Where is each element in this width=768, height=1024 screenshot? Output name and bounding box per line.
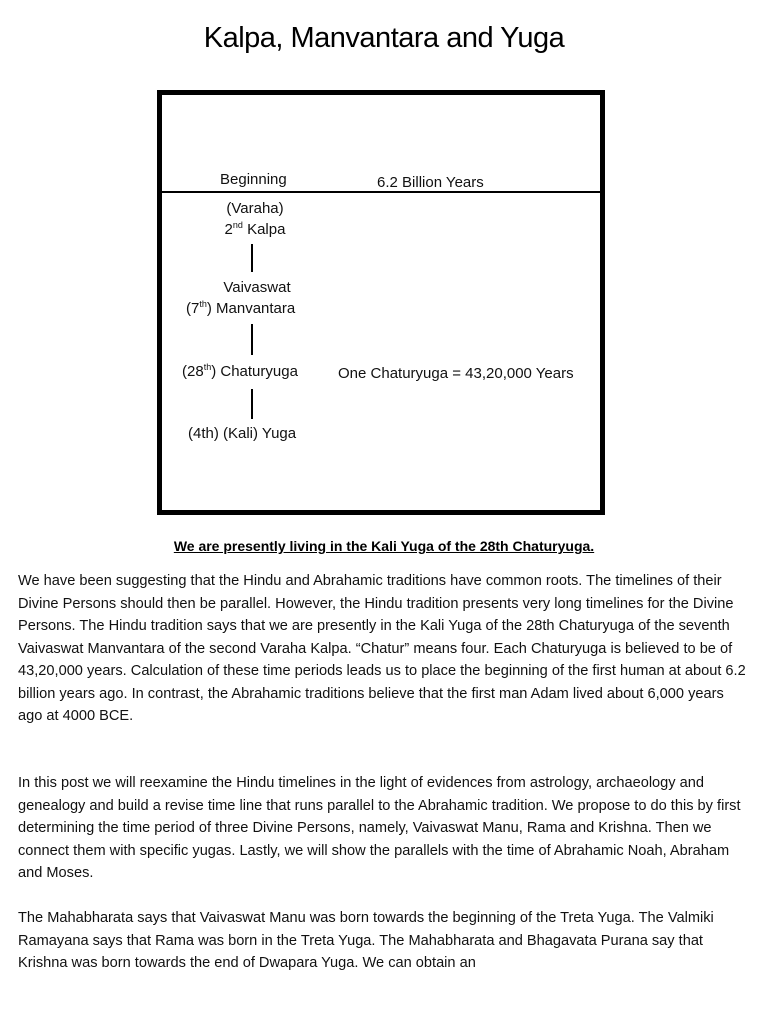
beginning-label: Beginning (220, 171, 287, 188)
billion-years-label: 6.2 Billion Years (377, 174, 484, 191)
paragraph-3: The Mahabharata says that Vaivaswat Manu was born towards the beginning of the Treta Yuga. The Valmiki Ramayana says that Rama was born in the Treta Yuga. The Mahabharata and Bhagavata Purana say that Krishna was born towards the end of Dwapara Yuga. We can obtain an (18, 910, 714, 971)
header-divider (162, 191, 600, 193)
diagram-caption: We are presently living in the Kali Yuga of the 28th Chaturyuga. (173, 538, 595, 554)
chaturyuga-label: (28th) Chaturyuga (182, 362, 298, 380)
kalpa-label: 2nd Kalpa (224, 220, 286, 238)
one-chaturyuga-label: One Chaturyuga = 43,20,000 Years (338, 365, 574, 382)
timeline-diagram (157, 90, 605, 515)
connector-line-3 (251, 389, 253, 419)
manvantara-label: (7th) Manvantara (186, 299, 296, 317)
paragraph-2: In this post we will reexamine the Hindu timelines in the light of evidences from astrology, archaeology and genealogy and build a revise time line that runs parallel to the Abrahamic tradition. We propose to do this by first determining the time period of three Divine Persons, namely, Vaivaswat Manu, Rama and Krishna. Then we connect them with specific yugas. Lastly, we will show the parallels with the time of Abrahamic Noah, Abraham and Moses. (18, 775, 741, 881)
page-title: Kalpa, Manvantara and Yuga (203, 22, 565, 54)
kali-yuga-label: (4th) (Kali) Yuga (188, 425, 297, 442)
connector-line-1 (251, 244, 253, 272)
vaivaswat-label: Vaivaswat (223, 279, 291, 296)
varaha-label: (Varaha) (226, 200, 284, 217)
paragraph-1: We have been suggesting that the Hindu and Abrahamic traditions have common roots. The timelines of their Divine Persons should then be parallel. However, the Hindu tradition presents very long timelines for the Divine Persons. The Hindu tradition says that we are presently in the Kali Yuga of the 28th Chaturyuga of the seventh Vaivaswat Manvantara of the second Varaha Kalpa. “Chatur” means four. Each Chaturyuga is believed to be of 43,20,000 years. Calculation of these time periods leads us to place the beginning of the first human at about 6.2 billion years ago. In contrast, the Abrahamic traditions believe that the first man Adam lived about 6,000 years ago at 4000 BCE. (18, 573, 746, 724)
connector-line-2 (251, 324, 253, 355)
